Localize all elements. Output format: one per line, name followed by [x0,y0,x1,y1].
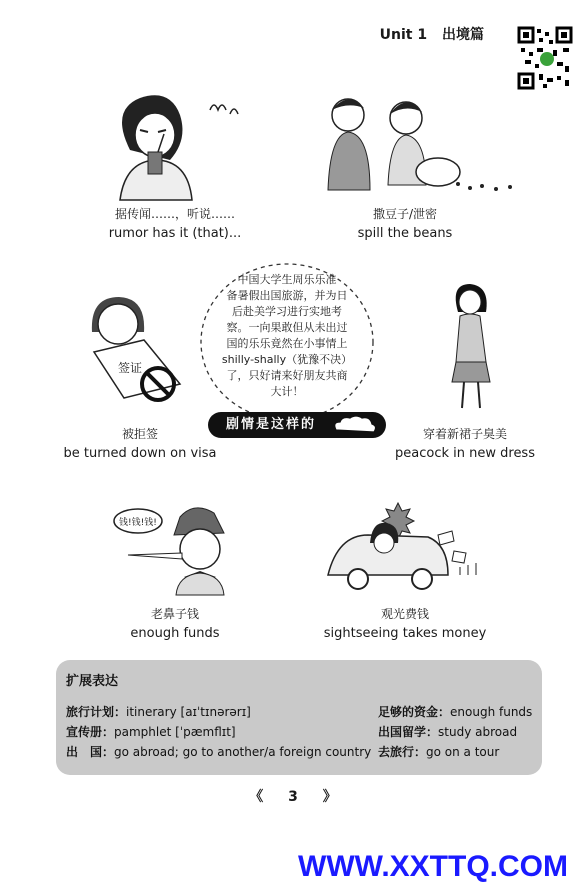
rumor-girl-illustration [100,90,250,200]
story-line: 大计！ [270,385,304,398]
unit-label: Unit 1 [379,27,428,43]
expansion-value: pamphlet [ˈpæmflɪt] [114,725,236,739]
visa-rejected-illustration [84,292,194,407]
expansion-key: 足够的资金： [378,705,451,719]
caption-sightseeing-en: sightseeing takes money [323,626,487,641]
expansion-key: 出 国： [66,745,115,759]
caption-spill-beans-en: spill the beans [357,226,453,241]
sightseeing-car-illustration [318,495,488,595]
page-number [0,786,586,806]
caption-rumor [100,205,250,243]
page-number-value: 3 [288,789,298,805]
caption-spill-beans-zh: 撒豆子/泄密 [372,207,438,221]
caption-funds [110,605,240,643]
expansion-key: 旅行计划： [66,705,127,719]
story-line: 备暑假出国旅游，并为日 [226,289,348,302]
story-banner: 剧情是这样的 [208,412,386,438]
caption-visa-en: be turned down on visa [63,446,217,461]
expansion-value: enough funds [450,705,533,719]
story-line: 后赴美学习进行实地考 [232,305,342,318]
page-header [380,24,484,44]
spill-beans-illustration [318,90,528,200]
expansion-row [378,723,517,740]
new-dress-girl-illustration [440,282,500,412]
caption-funds-zh: 老鼻子钱 [150,607,199,621]
caption-peacock-en: peacock in new dress [395,446,535,461]
expansion-value: study abroad [438,725,518,739]
money-nose-boy-illustration [114,505,244,595]
expansion-key: 宣传册： [66,725,115,739]
expansion-title: 扩展表达 [66,674,119,689]
story-text [208,272,366,412]
story-line: 了，只好请来好朋友共商 [226,369,348,382]
money-bubble-text: 钱!钱!钱! [119,518,157,528]
expansion-key: 去旅行： [378,745,427,759]
page-prev-icon[interactable]: 《 [249,789,264,805]
visa-stamp-text: 签证 [118,361,143,375]
story-line: shilly-shally（犹豫不决） [221,353,353,366]
expansion-key: 出国留学： [378,725,439,739]
story-line: 国的乐乐竟然在小事情上 [226,337,348,350]
caption-spill-beans [340,205,470,243]
caption-funds-en: enough funds [130,626,220,641]
page-next-icon[interactable]: 》 [322,789,337,805]
qr-code-icon[interactable] [517,26,573,90]
expansion-value: go on a tour [426,745,500,759]
expansion-value: go abroad; go to another/a foreign country [114,745,372,759]
caption-sightseeing [320,605,490,643]
website-watermark[interactable]: WWW.XXTTQ.COM [298,850,568,883]
story-line: 察。一向果敢但从未出过 [226,321,348,334]
caption-visa [60,425,220,463]
story-line: 中国大学生周乐乐准 [237,273,337,286]
caption-visa-zh: 被拒签 [121,427,158,441]
caption-rumor-en: rumor has it (that)... [108,226,242,241]
expansion-row [66,703,251,720]
caption-rumor-zh: 据传闻……，听说…… [114,207,235,221]
caption-peacock [390,425,540,463]
section-label: 出境篇 [442,27,484,43]
cloud-icon [330,414,380,436]
caption-sightseeing-zh: 观光费钱 [380,607,429,621]
expansion-value: itinerary [aɪˈtɪnərərɪ] [126,705,251,719]
expansion-row [378,703,532,720]
expansion-row [378,743,499,760]
caption-peacock-zh: 穿着新裙子臭美 [422,427,507,441]
expansion-row [66,743,371,760]
expansion-row [66,723,236,740]
